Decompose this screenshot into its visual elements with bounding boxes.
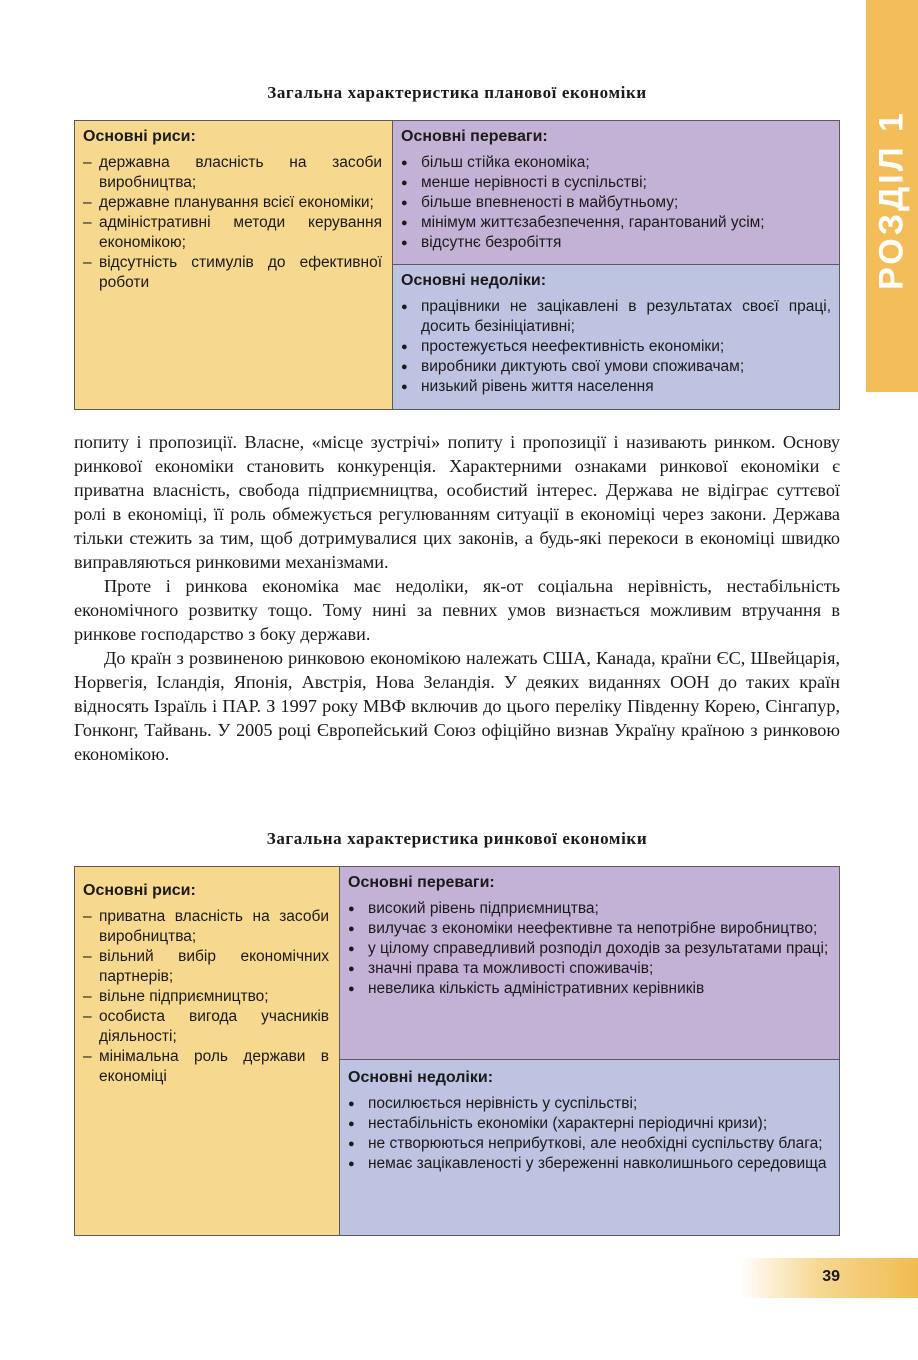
advantages-list (348, 899, 831, 999)
disadvantages-list (348, 1094, 831, 1174)
features-list (83, 907, 329, 1087)
body-text (74, 430, 840, 766)
paragraph: Проте і ринкова економіка має недоліки, як-от соціальна нерівність, нестабільність економічного розвитку тощо. Тому нині за певних умов визнається можливим втручання в ринкове господарство з боку держави. (74, 576, 840, 644)
list-item: – вільний вибір економічних партнерів; (83, 947, 329, 987)
list-item: ● не створюються неприбуткові, але необхідні суспільству блага; (348, 1134, 831, 1154)
list-item: – приватна власність на засоби виробництва; (83, 907, 329, 947)
list-item: ● низький рівень життя населення (401, 377, 831, 397)
list-item: ● невелика кількість адміністративних керівників (348, 979, 831, 999)
list-item: ● мінімум життєзабезпечення, гарантований усім; (401, 213, 831, 233)
disadvantages-cell (393, 265, 839, 409)
list-item: ● працівники не зацікавлені в результатах своєї праці, досить безініціативні; (401, 297, 831, 337)
page-number: 39 (822, 1268, 840, 1285)
disadvantages-heading: Основні недоліки: (401, 272, 547, 289)
advantages-list (401, 153, 831, 253)
list-item: ● виробники диктують свої умови споживачам; (401, 357, 831, 377)
pros-cons-column (393, 121, 839, 409)
paragraph: попиту і пропозиції. Власне, «місце зустрічі» попиту і пропозиції і називають ринком. Основу ринкової економіки становить конкуренція. Характерними ознаками ринкової економіки є приватна власність, свобода підприємництва, особистий інтерес. Держава не відіграє суттєвої ролі в економіці, її роль обмежується регулюванням ситуації в економіці через закони. Держава тільки стежить за тим, щоб дотримувалися цих законів, а будь-які перекоси в економіці швидко виправляються ринковими механізмами. (74, 432, 840, 572)
list-item: ● більш стійка економіка; (401, 153, 831, 173)
planned-economy-table (74, 120, 840, 410)
advantages-heading: Основні переваги: (348, 874, 495, 891)
list-item: ● високий рівень підприємництва; (348, 899, 831, 919)
features-cell (75, 867, 340, 1235)
list-item: – адміністративні методи керування економікою; (83, 213, 382, 253)
list-item: – відсутність стимулів до ефективної роботи (83, 253, 382, 293)
market-economy-table (74, 866, 840, 1236)
list-item: – мінімальна роль держави в економіці (83, 1047, 329, 1087)
features-list (83, 153, 382, 293)
list-item: ● більше впевненості в майбутньому; (401, 193, 831, 213)
pros-cons-column (340, 867, 839, 1235)
list-item: ● простежується неефективність економіки; (401, 337, 831, 357)
features-cell (75, 121, 393, 409)
disadvantages-list (401, 297, 831, 397)
list-item: ● менше нерівності в суспільстві; (401, 173, 831, 193)
table2-title: Загальна характеристика ринкової економіки (266, 829, 648, 848)
disadvantages-heading: Основні недоліки: (348, 1069, 494, 1086)
chapter-label: РОЗДІЛ 1 (872, 110, 911, 290)
list-item: ● немає зацікавленості у збереженні навколишнього середовища (348, 1154, 831, 1174)
list-item: – державне планування всієї економіки; (83, 193, 382, 213)
list-item: – особиста вигода учасників діяльності; (83, 1007, 329, 1047)
features-heading: Основні риси: (83, 128, 196, 145)
list-item: ● відсутнє безробіття (401, 233, 831, 253)
chapter-side-tab (866, 0, 918, 392)
list-item: – державна власність на засоби виробництва; (83, 153, 382, 193)
list-item: ● вилучає з економіки неефективне та непотрібне виробництво; (348, 919, 831, 939)
table1-title: Загальна характеристика планової економіки (267, 83, 647, 102)
paragraph: До країн з розвиненою ринковою економікою належать США, Канада, країни ЄС, Швейцарія, Норвегія, Ісландія, Японія, Австрія, Нова Зеландія. У деяких виданнях ООН до таких країн відносять Ізраїль і ПАР. З 1997 року МВФ включив до цього переліку Південну Корею, Сінгапур, Гонконг, Тайвань. У 2005 році Європейський Союз офіційно визнав Україну країною з ринковою економікою. (74, 648, 840, 764)
list-item: ● у цілому справедливий розподіл доходів за результатами праці; (348, 939, 831, 959)
page-number-band (740, 1258, 918, 1298)
advantages-heading: Основні переваги: (401, 128, 548, 145)
features-heading: Основні риси: (83, 882, 196, 899)
list-item: ● значні права та можливості споживачів; (348, 959, 831, 979)
disadvantages-cell (340, 1060, 839, 1235)
advantages-cell (340, 867, 839, 1060)
list-item: ● нестабільність економіки (характерні періодичні кризи); (348, 1114, 831, 1134)
list-item: ● посилюється нерівність у суспільстві; (348, 1094, 831, 1114)
list-item: – вільне підприємництво; (83, 987, 329, 1007)
advantages-cell (393, 121, 839, 265)
